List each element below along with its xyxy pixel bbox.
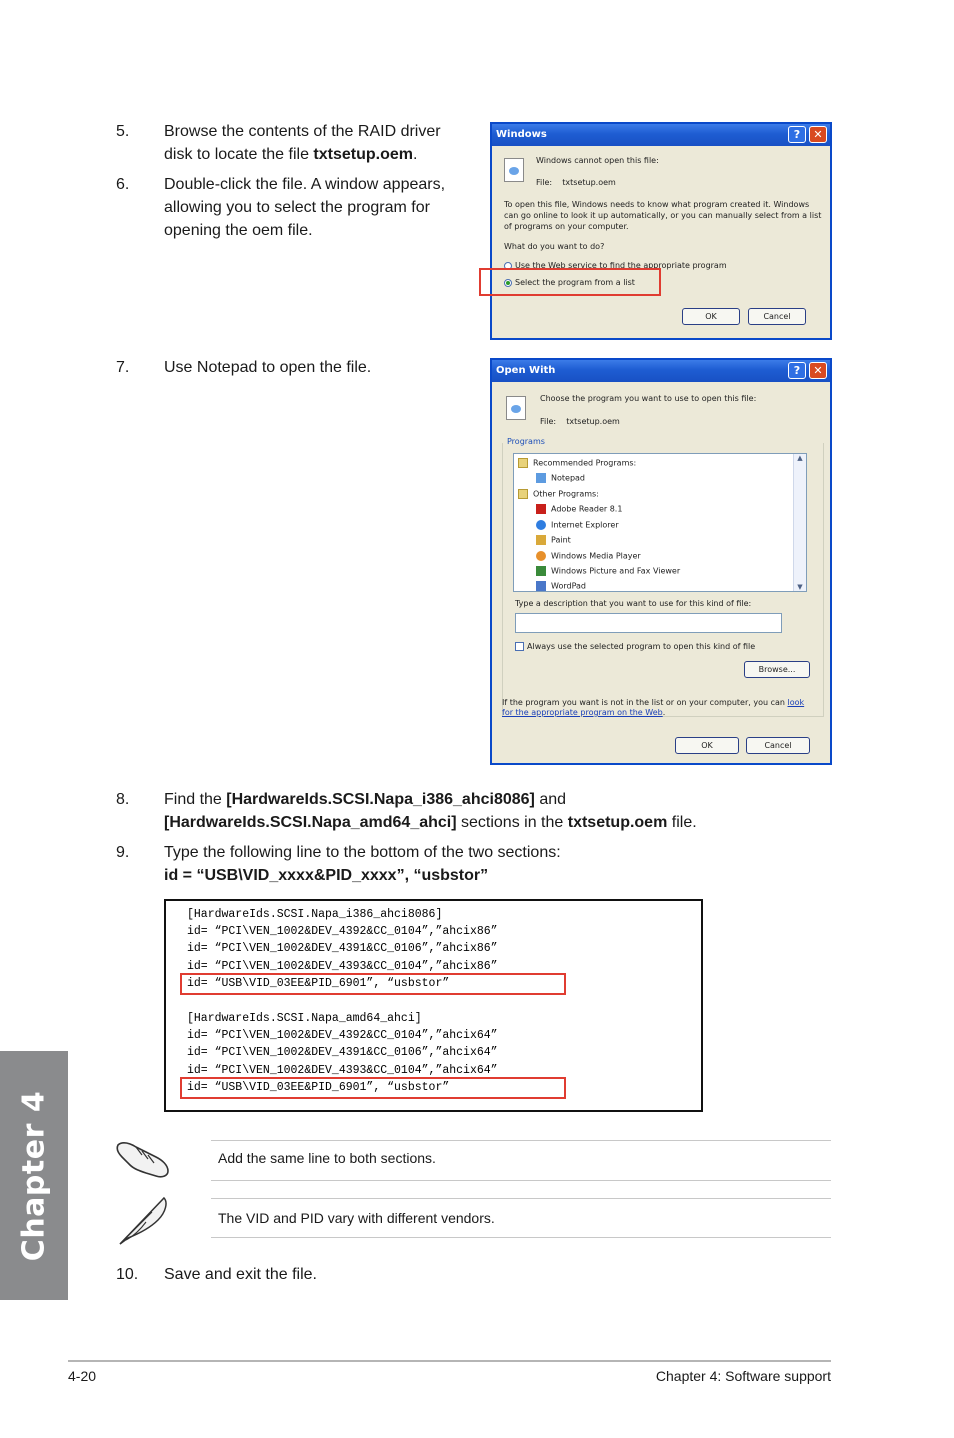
list-item-recommended: Recommended Programs:	[518, 458, 636, 468]
not-found-text: If the program you want is not in the list or on your computer, you can look	[502, 698, 805, 707]
list-item-wordpad[interactable]: WordPad	[536, 581, 586, 591]
note-rule	[211, 1140, 831, 1141]
description: of programs on your computer.	[504, 222, 629, 231]
web-link[interactable]: for the appropriate program on the Web	[502, 708, 663, 717]
dialog-title: Windows	[496, 129, 547, 140]
code-line-highlighted: id= “USB\VID_03EE&PID_6901”, “usbstor”	[187, 977, 450, 990]
scroll-up-icon[interactable]: ▲	[797, 454, 803, 462]
close-button[interactable]: ✕	[809, 362, 827, 379]
chapter-tab-label: Chapter 4	[16, 1090, 52, 1261]
step-5	[116, 120, 476, 166]
programs-list[interactable]	[513, 453, 807, 592]
code-line: id= “PCI\VEN_1002&DEV_4392&CC_0104”,”ahcix64”	[187, 1029, 498, 1042]
always-use-checkbox[interactable]: Always use the selected program to open this kind of file	[515, 642, 755, 651]
hand-icon	[112, 1135, 174, 1183]
note-rule	[211, 1198, 831, 1199]
step-text: Find the [HardwareIds.SCSI.Napa_i386_ahci8086] and [HardwareIds.SCSI.Napa_amd64_ahci] sections in the txtsetup.oem file.	[164, 791, 697, 831]
description-label: Type a description that you want to use for this kind of file:	[515, 599, 752, 608]
code-line: id= “PCI\VEN_1002&DEV_4393&CC_0104”,”ahcix64”	[187, 1064, 498, 1077]
dialog-title: Open With	[496, 365, 556, 376]
code-line: [HardwareIds.SCSI.Napa_i386_ahci8086]	[187, 908, 443, 921]
list-item-notepad[interactable]: Notepad	[536, 473, 585, 483]
step-7	[116, 356, 446, 379]
footer-rule	[68, 1360, 831, 1362]
description: can go online to look it up automatically, or you can manually select from a list	[504, 211, 822, 220]
step-9	[116, 841, 816, 887]
title-bar	[492, 124, 830, 146]
note-text: The VID and PID vary with different vendors.	[218, 1210, 495, 1226]
step-text: Double-click the file. A window appears, allowing you to select the program for opening the oem file.	[164, 176, 446, 239]
file-row: File: txtsetup.oem	[536, 178, 616, 187]
list-item-paint[interactable]: Paint	[536, 535, 571, 545]
message: Choose the program you want to use to open this file:	[540, 394, 757, 403]
programs-group-label: Programs	[507, 437, 545, 446]
title-bar	[492, 360, 830, 382]
code-line-highlighted: id= “USB\VID_03EE&PID_6901”, “usbstor”	[187, 1081, 450, 1094]
folder-icon	[518, 458, 528, 468]
option-select-from-list[interactable]: Select the program from a list	[504, 278, 635, 287]
feather-pen-icon	[112, 1190, 174, 1248]
not-found-text-line2: for the appropriate program on the Web.	[502, 708, 666, 717]
note-rule	[211, 1180, 831, 1181]
code-line: id= “PCI\VEN_1002&DEV_4393&CC_0104”,”ahcix86”	[187, 960, 498, 973]
list-item-media-player[interactable]: Windows Media Player	[536, 551, 641, 561]
wordpad-icon	[536, 581, 546, 591]
file-icon	[504, 158, 524, 182]
list-scrollbar[interactable]	[793, 454, 806, 591]
step-10	[116, 1263, 446, 1286]
list-item-picture-viewer[interactable]: Windows Picture and Fax Viewer	[536, 566, 680, 576]
code-line: id= “PCI\VEN_1002&DEV_4392&CC_0104”,”ahcix86”	[187, 925, 498, 938]
picture-viewer-icon	[536, 566, 546, 576]
step-number: 10.	[116, 1266, 139, 1283]
filename: txtsetup.oem	[313, 146, 413, 163]
list-item-adobe-reader[interactable]: Adobe Reader 8.1	[536, 504, 622, 514]
note-text: Add the same line to both sections.	[218, 1150, 436, 1166]
windows-cannot-open-dialog	[490, 122, 832, 340]
option-web-service[interactable]: Use the Web service to find the appropriate program	[504, 261, 727, 270]
step-number: 6.	[116, 176, 130, 193]
ok-button[interactable]: OK	[675, 737, 739, 754]
step-text: Save and exit the file.	[164, 1266, 317, 1283]
checkbox-icon	[515, 642, 524, 651]
step-6	[116, 173, 476, 243]
browse-button[interactable]: Browse...	[744, 661, 810, 678]
step-number: 9.	[116, 844, 130, 861]
footer-chapter: Chapter 4: Software support	[655, 1368, 831, 1384]
code-line: id= “PCI\VEN_1002&DEV_4391&CC_0106”,”ahcix64”	[187, 1046, 498, 1059]
description: To open this file, Windows needs to know what program created it. Windows	[504, 200, 810, 209]
notepad-icon	[536, 473, 546, 483]
close-button[interactable]: ✕	[809, 126, 827, 143]
highlight-box	[479, 268, 661, 296]
paint-icon	[536, 535, 546, 545]
adobe-icon	[536, 504, 546, 514]
note-rule	[211, 1237, 831, 1238]
step-8	[116, 788, 816, 834]
scroll-down-icon[interactable]: ▼	[797, 583, 803, 591]
cancel-button[interactable]: Cancel	[746, 737, 810, 754]
step-number: 5.	[116, 123, 130, 140]
code-line: [HardwareIds.SCSI.Napa_amd64_ahci]	[187, 1012, 422, 1025]
step-number: 7.	[116, 359, 130, 376]
file-icon	[506, 396, 526, 420]
list-item-internet-explorer[interactable]: Internet Explorer	[536, 520, 619, 530]
file-row: File: txtsetup.oem	[540, 417, 620, 426]
page-number: 4-20	[68, 1368, 97, 1384]
list-item-other: Other Programs:	[518, 489, 599, 499]
step-text: Use Notepad to open the file.	[164, 359, 372, 376]
cancel-button[interactable]: Cancel	[748, 308, 806, 325]
help-button[interactable]: ?	[788, 362, 806, 379]
folder-icon	[518, 489, 528, 499]
code-line: id= “PCI\VEN_1002&DEV_4391&CC_0106”,”ahcix86”	[187, 942, 498, 955]
highlight-box	[180, 1077, 566, 1099]
media-player-icon	[536, 551, 546, 561]
question: What do you want to do?	[504, 242, 605, 251]
open-with-dialog	[490, 358, 832, 765]
step-number: 8.	[116, 791, 130, 808]
ie-icon	[536, 520, 546, 530]
highlight-box	[180, 973, 566, 995]
step-text: Type the following line to the bottom of the two sections: id = “USB\VID_xxxx&PID_xxxx”, “usbstor”	[164, 844, 561, 884]
message: Windows cannot open this file:	[536, 156, 659, 165]
description-input[interactable]	[515, 613, 782, 633]
help-button[interactable]: ?	[788, 126, 806, 143]
look-link[interactable]: look	[787, 698, 805, 707]
chapter-side-tab	[0, 1051, 68, 1300]
ok-button[interactable]: OK	[682, 308, 740, 325]
step-text: Browse the contents of the RAID driver disk to locate the file txtsetup.oem.	[164, 123, 441, 163]
